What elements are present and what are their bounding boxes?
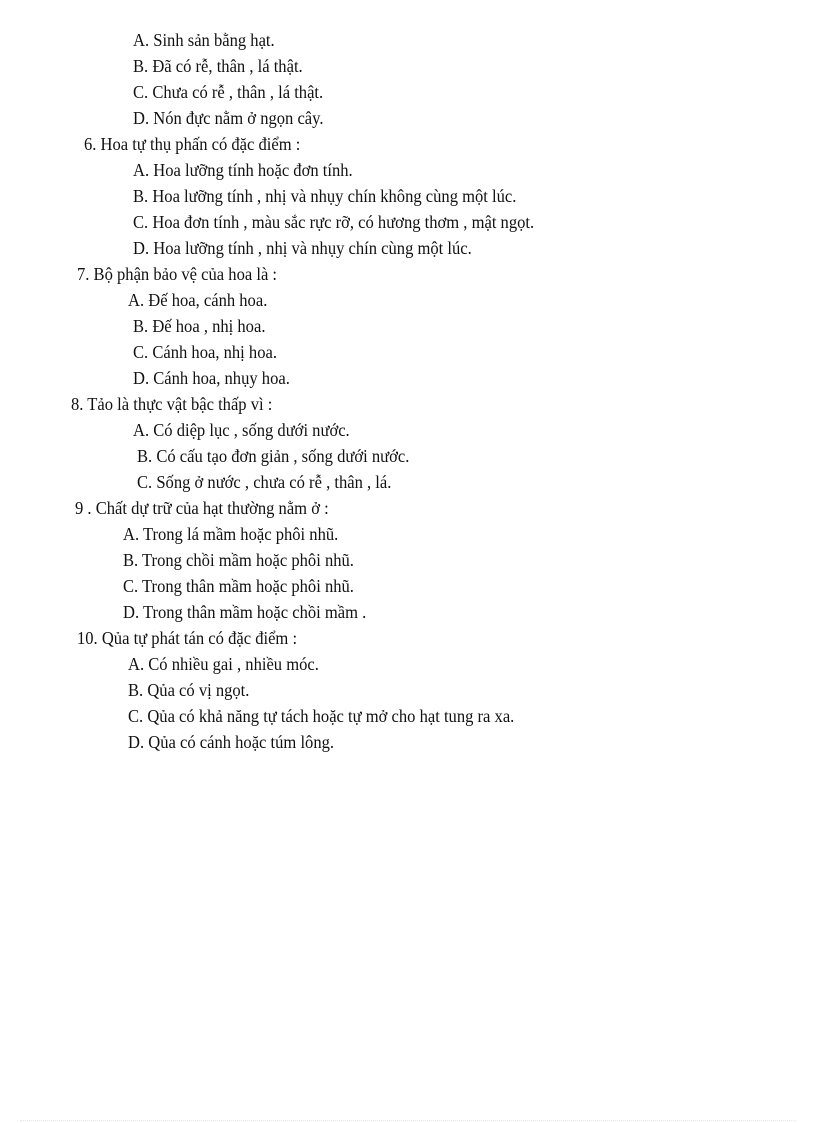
q7-option-d: D. Cánh hoa, nhụy hoa. — [133, 368, 290, 388]
q10-option-a: A. Có nhiều gai , nhiều móc. — [128, 654, 319, 674]
page-bottom-divider — [20, 1120, 796, 1121]
q6-option-b: B. Hoa lưỡng tính , nhị và nhụy chín không cùng một lúc. — [133, 186, 517, 206]
q6-option-d: D. Hoa lưỡng tính , nhị và nhụy chín cùng một lúc. — [133, 238, 472, 258]
q7-question: 7. Bộ phận bảo vệ của hoa là : — [77, 264, 278, 284]
q9-option-b: B. Trong chồi mầm hoặc phôi nhũ. — [123, 550, 354, 570]
q8-question: 8. Tảo là thực vật bậc thấp vì : — [71, 394, 273, 414]
q5-option-a: A. Sinh sản bằng hạt. — [133, 30, 275, 50]
q9-option-a: A. Trong lá mầm hoặc phôi nhũ. — [123, 524, 339, 544]
q5-option-b: B. Đã có rễ, thân , lá thật. — [133, 56, 303, 76]
q10-question: 10. Qủa tự phát tán có đặc điểm : — [77, 628, 298, 648]
q8-option-b: B. Có cấu tạo đơn giản , sống dưới nước. — [137, 446, 410, 466]
q7-option-a: A. Đế hoa, cánh hoa. — [128, 290, 268, 310]
q5-option-d: D. Nón đực nằm ở ngọn cây. — [133, 108, 324, 128]
q9-question: 9 . Chất dự trữ của hạt thường nằm ở : — [75, 498, 329, 518]
q6-option-a: A. Hoa lưỡng tính hoặc đơn tính. — [133, 160, 353, 180]
q9-option-c: C. Trong thân mầm hoặc phôi nhũ. — [123, 576, 354, 596]
q6-question: 6. Hoa tự thụ phấn có đặc điểm : — [84, 134, 301, 154]
q10-option-d: D. Qủa có cánh hoặc túm lông. — [128, 732, 335, 752]
q8-option-c: C. Sống ở nước , chưa có rễ , thân , lá. — [137, 472, 392, 492]
q8-option-a: A. Có diệp lục , sống dưới nước. — [133, 420, 350, 440]
q10-option-b: B. Qủa có vị ngọt. — [128, 680, 250, 700]
q9-option-d: D. Trong thân mầm hoặc chồi mầm . — [123, 602, 367, 622]
q10-option-c: C. Qủa có khả năng tự tách hoặc tự mở cho hạt tung ra xa. — [128, 706, 515, 726]
q6-option-c: C. Hoa đơn tính , màu sắc rực rỡ, có hương thơm , mật ngọt. — [133, 212, 535, 232]
q7-option-b: B. Đế hoa , nhị hoa. — [133, 316, 266, 336]
q5-option-c: C. Chưa có rễ , thân , lá thật. — [133, 82, 324, 102]
q7-option-c: C. Cánh hoa, nhị hoa. — [133, 342, 277, 362]
